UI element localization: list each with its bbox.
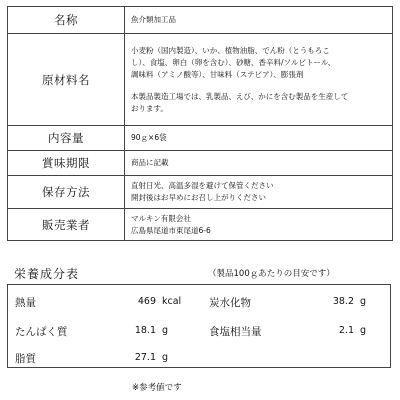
nutrition-note: （製品100ｇあたりの目安です） [208,269,335,279]
energy-value: 469 [137,296,156,307]
salt-unit: g [360,325,367,336]
storage-value [125,176,393,209]
ingredients-value [125,34,393,126]
protein-label: たんぱく質 [15,326,68,338]
row-storage [8,176,393,209]
nutrition-title: 栄養成分表 [14,267,80,281]
storage-key: 保存方法 [8,176,125,209]
ingredients-line: 調味料（アミノ酸等）、甘味料（ステビア）、膨張剤 [131,69,304,79]
row-expiry [8,151,393,176]
row-ingredients [8,34,393,126]
ingredients-line: 小麦粉（国内製造）、いか、植物油脂、でん粉（とうもろこ [131,45,330,55]
allergen-note-2: おります。 [131,103,168,113]
carb-unit: g [360,296,367,307]
row-name [8,7,393,34]
seller-line: 広島県尾道市東尾道6-6 [131,225,211,235]
product-label-table [7,6,393,241]
expiry-key: 賞味期限 [8,151,125,176]
ingredients-line: し）、食塩、卵白（卵を含む）、砂糖、香辛料/ソルビトール、 [131,57,336,67]
energy-unit: kcal [162,296,182,307]
content-key: 内容量 [8,126,125,151]
salt-value: 2.1 [338,325,354,336]
fat-label: 脂質 [15,353,36,365]
seller-key: 販売業者 [8,209,125,241]
reference-footnote: ※参考値です [132,383,182,393]
storage-line: 直射日光、高温多湿を避けて保管ください [131,181,274,190]
content-value: 90ｇ×6袋 [125,126,393,151]
protein-value: 18.1 [134,325,156,336]
carb-label: 炭水化物 [209,297,251,309]
nutrition-box [7,284,391,368]
protein-unit: g [162,325,169,336]
storage-line: 開封後はお早めにお召し上がりください [131,193,266,202]
name-value: 魚介類加工品 [125,7,393,34]
ingredients-key: 原材料名 [8,34,125,126]
row-content [8,126,393,151]
name-key: 名称 [8,7,125,34]
fat-unit: g [162,352,169,363]
salt-label: 食塩相当量 [209,326,262,338]
seller-line: マルキン有限会社 [131,213,191,223]
row-seller [8,209,393,241]
carb-value: 38.2 [332,296,354,307]
seller-value [125,209,393,241]
allergen-note: 本製品製造工場では、乳製品、えび、かにを含む製品を生産して [131,91,349,101]
expiry-value: 商品に記載 [125,151,393,176]
energy-label: 熱量 [15,297,36,309]
fat-value: 27.1 [134,352,156,363]
